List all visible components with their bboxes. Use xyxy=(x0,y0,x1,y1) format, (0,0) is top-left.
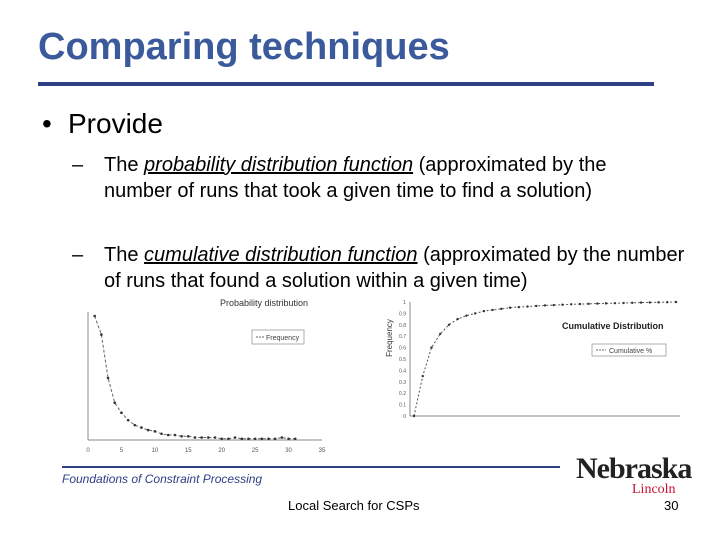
title-underline xyxy=(38,82,654,86)
university-logo xyxy=(576,452,692,497)
data-point xyxy=(147,429,150,432)
data-point xyxy=(167,434,170,437)
data-point xyxy=(287,437,290,440)
data-point xyxy=(194,436,197,439)
legend-label: Cumulative % xyxy=(609,348,653,355)
x-tick-label: 25 xyxy=(251,448,259,454)
data-point xyxy=(579,303,581,305)
y-tick-label: 0.6 xyxy=(399,345,406,352)
data-point xyxy=(267,437,270,440)
x-tick-label: 35 xyxy=(318,448,326,454)
page-number: 30 xyxy=(664,498,679,513)
data-point xyxy=(640,301,642,303)
data-point xyxy=(281,436,284,439)
bullet-provide xyxy=(42,106,163,142)
data-point xyxy=(107,377,110,380)
data-point xyxy=(200,436,203,439)
logo-wordmark: Nebraska xyxy=(576,452,692,485)
data-point xyxy=(500,308,502,310)
y-tick-label: 1 xyxy=(403,300,406,306)
footer-course-name: Foundations of Constraint Processing xyxy=(62,472,263,486)
data-point xyxy=(430,346,432,348)
data-point xyxy=(234,436,237,439)
sub-bullet-pdf xyxy=(72,152,672,204)
data-point xyxy=(605,302,607,304)
y-tick-label: 0.4 xyxy=(399,368,406,375)
data-point xyxy=(261,437,264,440)
data-point xyxy=(483,310,485,312)
data-point xyxy=(160,433,163,436)
data-point xyxy=(596,302,598,304)
data-point xyxy=(227,437,230,440)
sub-bullet-cdf xyxy=(72,242,692,294)
x-tick-label: 20 xyxy=(218,448,226,454)
data-point xyxy=(631,302,633,304)
data-point xyxy=(93,315,96,318)
data-point xyxy=(570,303,572,305)
footer-divider xyxy=(62,466,560,468)
data-point xyxy=(100,333,103,336)
term-probability-distribution: probability distribution function xyxy=(144,154,414,176)
dash-marker: – xyxy=(72,154,84,176)
data-point xyxy=(247,437,250,440)
sub-bullet-text xyxy=(72,152,672,204)
sub-bullet-prefix: The xyxy=(104,244,145,266)
data-point xyxy=(622,302,624,304)
y-tick-label: 0.7 xyxy=(399,334,406,341)
y-tick-label: 0.3 xyxy=(399,379,406,386)
data-point xyxy=(561,304,563,306)
data-point xyxy=(439,333,441,335)
x-tick-label: 10 xyxy=(151,448,159,454)
sub-bullet-prefix: The xyxy=(104,154,145,176)
data-point xyxy=(675,301,677,303)
y-tick-label: 0 xyxy=(403,414,406,420)
data-point xyxy=(518,306,520,308)
data-point xyxy=(214,436,217,439)
data-point xyxy=(127,419,130,422)
sub-bullet-suffix: (approximated by the number of runs that found a solution within a given time) xyxy=(104,244,685,292)
data-point xyxy=(207,436,210,439)
series-line-cumulative xyxy=(414,302,676,416)
x-tick-label: 30 xyxy=(285,448,292,454)
y-axis-label: Frequency xyxy=(385,319,394,357)
data-point xyxy=(544,304,546,306)
dash-marker: – xyxy=(72,244,84,266)
y-tick-label: 0.9 xyxy=(399,311,406,318)
logo-subtitle: Lincoln xyxy=(632,482,676,497)
data-point xyxy=(535,305,537,307)
data-point xyxy=(220,437,223,440)
data-point xyxy=(254,437,257,440)
data-point xyxy=(448,324,450,326)
data-point xyxy=(509,307,511,309)
sub-bullet-text xyxy=(72,242,692,294)
data-point xyxy=(666,301,668,303)
data-point xyxy=(120,411,123,414)
slide-title: Comparing techniques xyxy=(38,26,450,68)
data-point xyxy=(465,314,467,316)
data-point xyxy=(614,302,616,304)
data-point xyxy=(413,415,415,417)
data-point xyxy=(240,437,243,440)
data-point xyxy=(649,301,651,303)
chart-title: Probability distribution xyxy=(220,298,309,308)
y-tick-label: 0.1 xyxy=(399,402,406,409)
data-point xyxy=(553,304,555,306)
data-point xyxy=(274,437,277,440)
x-tick-label: 0 xyxy=(86,448,90,454)
chart-title: Cumulative Distribution xyxy=(562,321,664,331)
data-point xyxy=(456,318,458,320)
data-point xyxy=(294,437,297,440)
data-point xyxy=(180,435,183,438)
sub-bullet-suffix: (approximated by the number of runs that took a given time to find a solution) xyxy=(104,154,607,202)
data-point xyxy=(174,434,177,437)
x-tick-label: 15 xyxy=(184,448,192,454)
data-point xyxy=(113,402,116,405)
data-point xyxy=(422,375,424,377)
footer-topic: Local Search for CSPs xyxy=(288,498,420,513)
data-point xyxy=(474,312,476,314)
legend-label: Frequency xyxy=(266,335,300,342)
data-point xyxy=(187,435,190,438)
data-point xyxy=(587,303,589,305)
term-cumulative-distribution: cumulative distribution function xyxy=(144,244,418,266)
data-point xyxy=(140,426,143,429)
probability-distribution-chart xyxy=(70,290,340,460)
data-point xyxy=(526,305,528,307)
y-tick-label: 0.2 xyxy=(399,391,406,398)
y-tick-label: 0.8 xyxy=(399,322,406,329)
y-tick-label: 0.5 xyxy=(399,357,406,363)
data-point xyxy=(154,430,157,433)
data-point xyxy=(134,424,137,427)
data-point xyxy=(657,301,659,303)
bullet-marker: • xyxy=(42,108,52,139)
x-tick-label: 5 xyxy=(119,448,124,454)
cumulative-distribution-chart xyxy=(380,292,690,462)
bullet-text: Provide xyxy=(68,108,163,139)
data-point xyxy=(491,309,493,311)
